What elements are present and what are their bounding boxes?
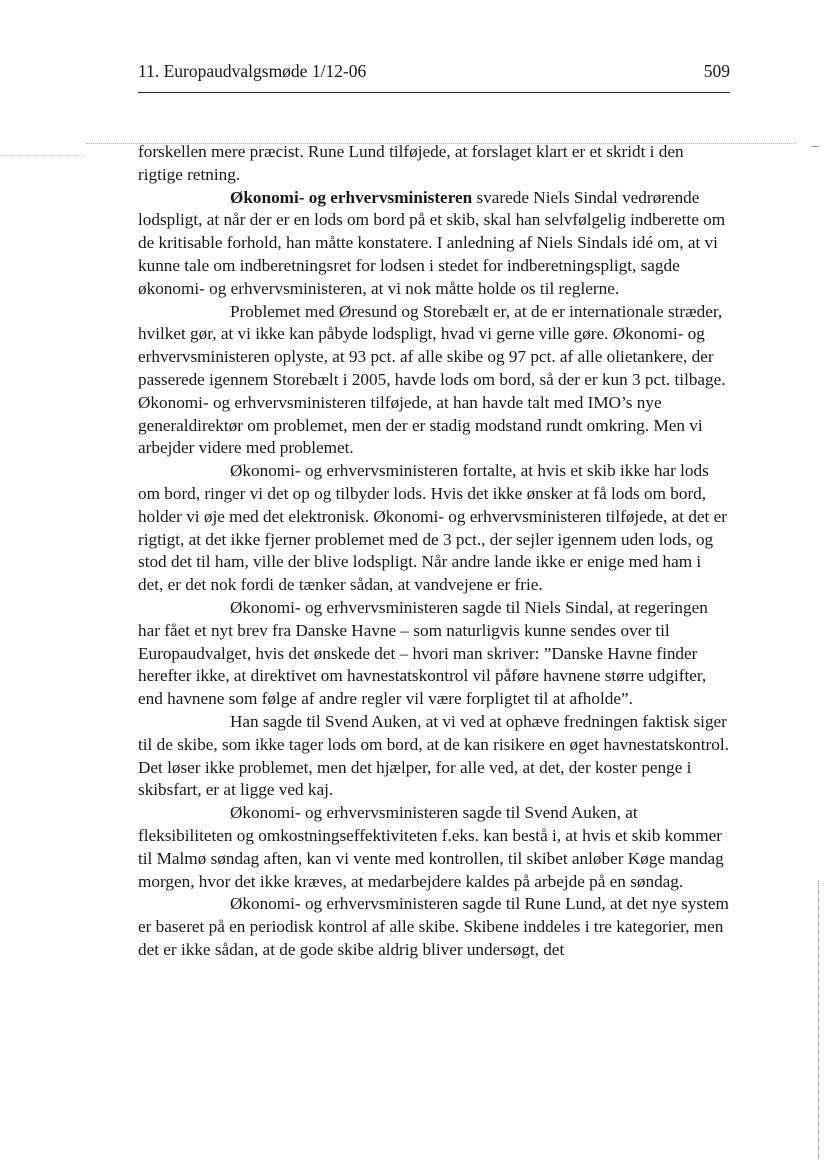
paragraph: Økonomi- og erhvervsministeren fortalte, at hvis et skib ikke har lods om bord, ringer vi det op og tilbyder lods. Hvis det ikke ønsker at få lods om bord, holder vi øje med det elektronisk. Økonomi- og erhvervsministeren tilføjede, at det er rigtigt, at det ikke fjerner problemet med de 3 pct., der sejler igennem uden lods, og stod det til ham, ville der blive lodspligt. Når andre lande ikke er enige med ham i det, er det nok fordi de tænker sådan, at vandvejene er frie. [138,461,727,595]
body-text [138,141,730,962]
scan-artifact-line [0,155,84,156]
header-rule [138,92,730,93]
scan-artifact-dash [811,146,819,147]
paragraph: Problemet med Øresund og Storebælt er, at de er internationale stræder, hvilket gør, at vi ikke kan påbyde lodspligt, hvad vi gerne ville gøre. Økonomi- og erhvervsministeren oplyste, at 93 pct. af alle skibe og 97 pct. af alle olietankere, der passerede igennem Storebælt i 2005, havde lods om bord, så der er kun 3 pct. tilbage. Økonomi- og erhvervsministeren tilføjede, at han havde talt med IMO’s nye generaldirektør om problemet, men der er stadig modstand rundt omkring. Men vi arbejder videre med problemet. [138,301,726,458]
paragraph: Han sagde til Svend Auken, at vi ved at ophæve fredningen faktisk siger til de skibe, som ikke tager lods om bord, at de kan risikere en øget havnestatskontrol. Det løser ikke problemet, men det hjælper, for alle ved, at det, der koster penge i skibsfart, er at ligge ved kaj. [138,711,729,800]
paragraph: Økonomi- og erhvervsministeren sagde til Svend Auken, at fleksibiliteten og omkostningseffektiviteten f.eks. kan bestå i, at hvis et skib kommer til Malmø søndag aften, kan vi vente med kontrollen, til skibet anløber Køge mandag morgen, hvor det ikke kræves, at medarbejdere kaldes på arbejde på en søndag. [138,803,724,891]
paragraph: Økonomi- og erhvervsministeren svarede Niels Sindal vedrørende lodspligt, at når der er en lods om bord på et skib, skal han selvfølgelig indberette om de kritisable forhold, han måtte konstatere. I anledning af Niels Sindals idé om, at vi kunne tale om indberetningsret for lodsen i stedet for indberetningspligt, sagde økonomi- og erhvervsministeren, at vi nok måtte holde os til reglerne. [138,187,726,298]
paragraph: Økonomi- og erhvervsministeren sagde til Rune Lund, at det nye system er baseret på en periodisk kontrol af alle skibe. Skibene inddeles i tre kategorier, men det er ikke sådan, at de gode skibe aldrig bliver undersøgt, det [138,894,729,959]
paragraph: Økonomi- og erhvervsministeren sagde til Niels Sindal, at regeringen har fået et nyt brev fra Danske Havne – som naturligvis kunne sendes over til Europaudvalget, hvis det ønskede det – hvori man skriver: ”Danske Havne finder herefter ikke, at direktivet om havnestatskontrol vil påføre havnene større udgifter, end havnene som følge af andre regler vil være forpligtet til at afholde”. [138,597,708,709]
running-header-title: 11. Europaudvalgsmøde 1/12-06 [138,61,367,81]
speaker-name: Økonomi- og erhvervsministeren [230,187,473,207]
paragraph: forskellen mere præcist. Rune Lund tilføjede, at forslaget klart er et skridt i den rigtige retning. [138,142,684,184]
scan-edge-artifact [818,880,819,1160]
page-number: 509 [703,61,730,81]
